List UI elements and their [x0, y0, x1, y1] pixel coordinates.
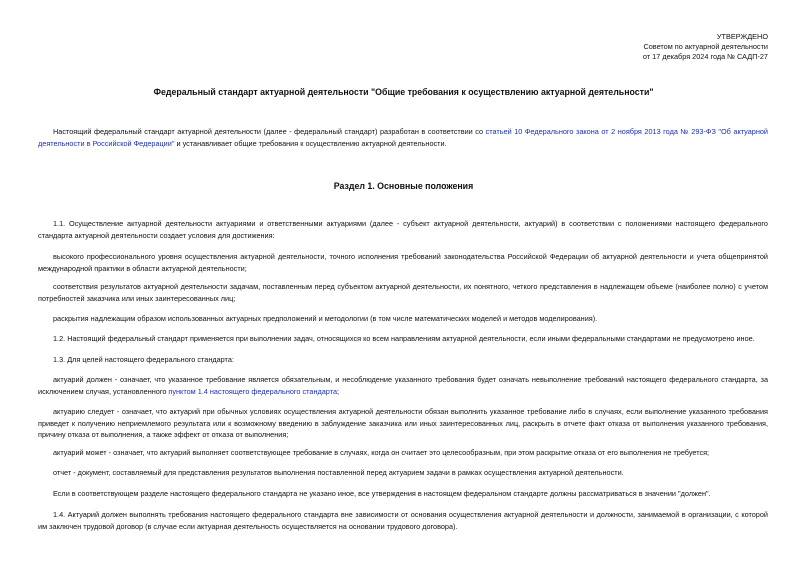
paragraph-1-1: 1.1. Осуществление актуарной деятельности актуариями и ответственными актуариями (далее - субъект актуарной деятельности, актуарий) в соответствии с положениями настоящего федерального стандарта актуарной деятельности создает условия для достижения:	[38, 219, 768, 240]
clause-1-4-link[interactable]: пунктом 1.4 настоящего федерального стандарта	[168, 386, 338, 396]
paragraph-1-3: 1.3. Для целей настоящего федерального стандарта:	[53, 355, 234, 364]
definition-must-end: ;	[337, 386, 340, 396]
law-article-link[interactable]: статьей 10 Федерального закона от 2 ноября 2013 года № 293-ФЗ "Об актуарной деятельности в Российской Федерации"	[38, 127, 768, 148]
paragraph-1-1-a: высокого профессионального уровня осуществления актуарной деятельности, точного исполнения требований законодательства Российской Федерации об актуарной деятельности и учета общепринятой международной практики в области актуарной деятельности;	[38, 252, 768, 273]
definition-must-text: актуарий должен - означает, что указанное требование является обязательным, и несоблюдение указанного требования будет означать невыполнение требований настоящего федерального стандарта, за исключением случая, установленного	[38, 375, 768, 396]
paragraph-1-1-c: раскрытия надлежащим образом использованных актуарных предположений и методологии (в том числе математических моделей и методов моделирования).	[53, 314, 598, 323]
intro-text-before: Настоящий федеральный стандарт актуарной деятельности (далее - федеральный стандарт) разработан в соответствии со	[53, 127, 486, 136]
approval-heading: УТВЕРЖДЕНО	[716, 32, 768, 41]
definition-report: отчет - документ, составляемый для представления результатов выполнения поставленной перед актуарием задачи в рамках осуществления актуарной деятельности.	[53, 468, 624, 477]
approval-date: от 17 декабря 2024 года № САДП-27	[642, 52, 768, 61]
intro-paragraph	[38, 126, 768, 149]
intro-text-after: и устанавливает общие требования к осуществлению актуарной деятельности.	[174, 138, 447, 148]
document-title: Федеральный стандарт актуарной деятельности "Общие требования к осуществлению актуарной деятельности"	[153, 87, 654, 97]
approval-authority: Советом по актуарной деятельности	[643, 42, 768, 51]
approval-block	[643, 32, 768, 62]
paragraph-1-4: 1.4. Актуарий должен выполнять требования настоящего федерального стандарта вне зависимости от основания осуществления актуарной деятельности и должности, занимаемой в организации, с которой им заключен трудовой договор (в случае если актуарная деятельность осуществляется на основании трудового договора).	[38, 510, 768, 531]
definition-may: актуарий может - означает, что актуарий выполняет соответствующее требование в случаях, когда он считает это целесообразным, при этом раскрытие отказа от его выполнения не требуется;	[53, 448, 710, 457]
definition-should: актуарию следует - означает, что актуарий при обычных условиях осуществления актуарной деятельности обязан выполнить указанное требование либо в случаях, если выполнение указанного требования приведет к получению неприемлемого результата или к возможному введению в заблуждение заказчика или иных заинтересованных лиц, раскрыть в отчете факт отказа от выполнения указанного требования, причину отказа от выполнения, а также эффект от отказа от выполнения;	[38, 407, 768, 439]
paragraph-1-2: 1.2. Настоящий федеральный стандарт применяется при выполнении задач, относящихся ко всем направлениям актуарной деятельности, если иными федеральными стандартами не предусмотрено иное.	[53, 334, 755, 343]
definition-default: Если в соответствующем разделе настоящего федерального стандарта не указано иное, все утверждения в настоящем федеральном стандарте должны рассматриваться в значении "должен".	[53, 489, 711, 498]
section-1-title: Раздел 1. Основные положения	[333, 181, 474, 191]
definition-must	[38, 374, 768, 397]
paragraph-1-1-b: соответствия результатов актуарной деятельности задачам, поставленным перед субъектом актуарной деятельности, их понятного, четкого представления в надлежащем объеме (наиболее полно) с учетом потребностей заказчика или иных заинтересованных лиц;	[38, 282, 768, 303]
